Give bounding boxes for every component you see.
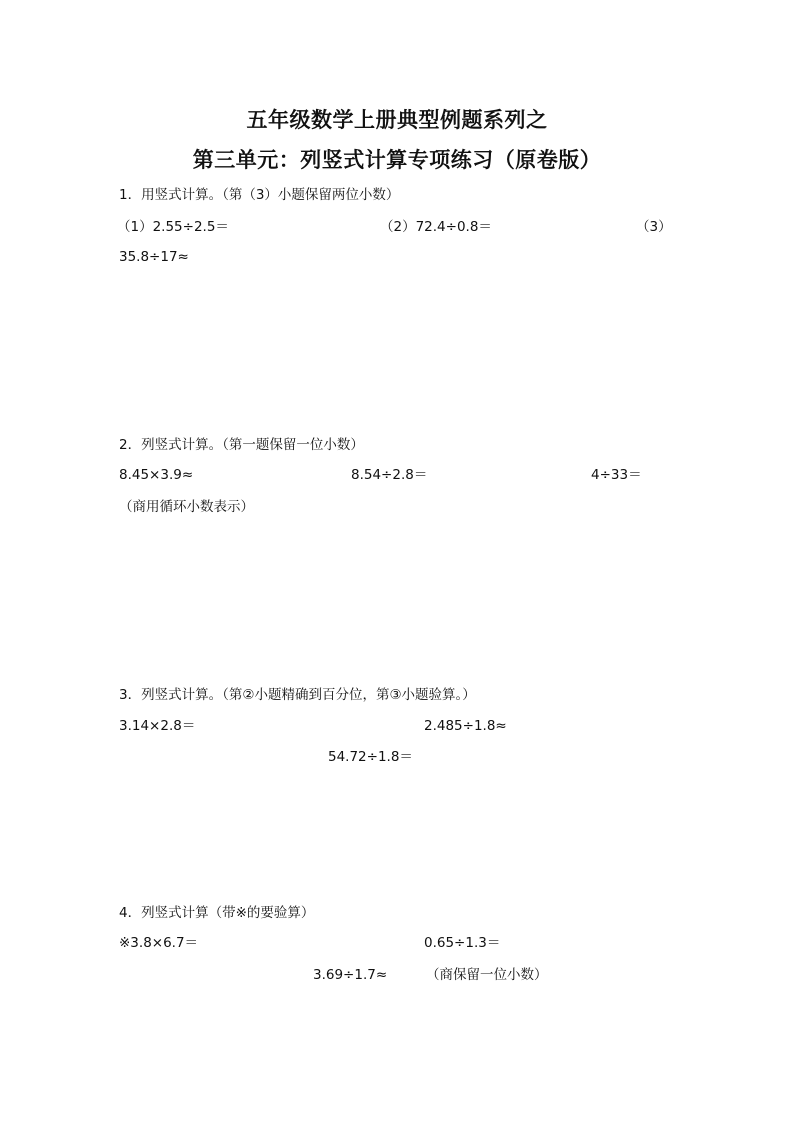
question-3-item-2: 2.485÷1.8≈ xyxy=(424,718,507,734)
title-line-2: 第三单元：列竖式计算专项练习（原卷版） xyxy=(192,148,602,172)
question-1-heading: 1．用竖式计算。（第（3）小题保留两位小数） xyxy=(119,187,400,203)
question-2-heading: 2．列竖式计算。（第一题保留一位小数） xyxy=(119,437,364,453)
question-2-item-3: 4÷33＝ xyxy=(591,467,642,483)
question-3-item-1: 3.14×2.8＝ xyxy=(119,718,196,734)
question-1-item-1: （1）2.55÷2.5＝ xyxy=(117,219,229,235)
question-4-item-3-note: （商保留一位小数） xyxy=(426,967,548,983)
question-1-item-3-expression: 35.8÷17≈ xyxy=(119,249,189,265)
question-2-item-1: 8.45×3.9≈ xyxy=(119,467,194,483)
question-1-item-2: （2）72.4÷0.8＝ xyxy=(380,219,492,235)
question-3-heading: 3．列竖式计算。（第②小题精确到百分位，第③小题验算。） xyxy=(119,687,476,703)
question-4-item-1: ※3.8×6.7＝ xyxy=(119,935,199,951)
question-4-heading: 4．列竖式计算（带※的要验算） xyxy=(119,905,315,921)
title-line-1: 五年级数学上册典型例题系列之 xyxy=(246,108,548,132)
question-4-item-2: 0.65÷1.3＝ xyxy=(424,935,501,951)
question-3-item-3: 54.72÷1.8＝ xyxy=(328,749,413,765)
question-4-item-3: 3.69÷1.7≈ xyxy=(313,967,388,983)
question-2-item-2: 8.54÷2.8＝ xyxy=(351,467,428,483)
question-1-item-3-label: （3） xyxy=(636,219,672,235)
question-2-note: （商用循环小数表示） xyxy=(119,499,254,515)
